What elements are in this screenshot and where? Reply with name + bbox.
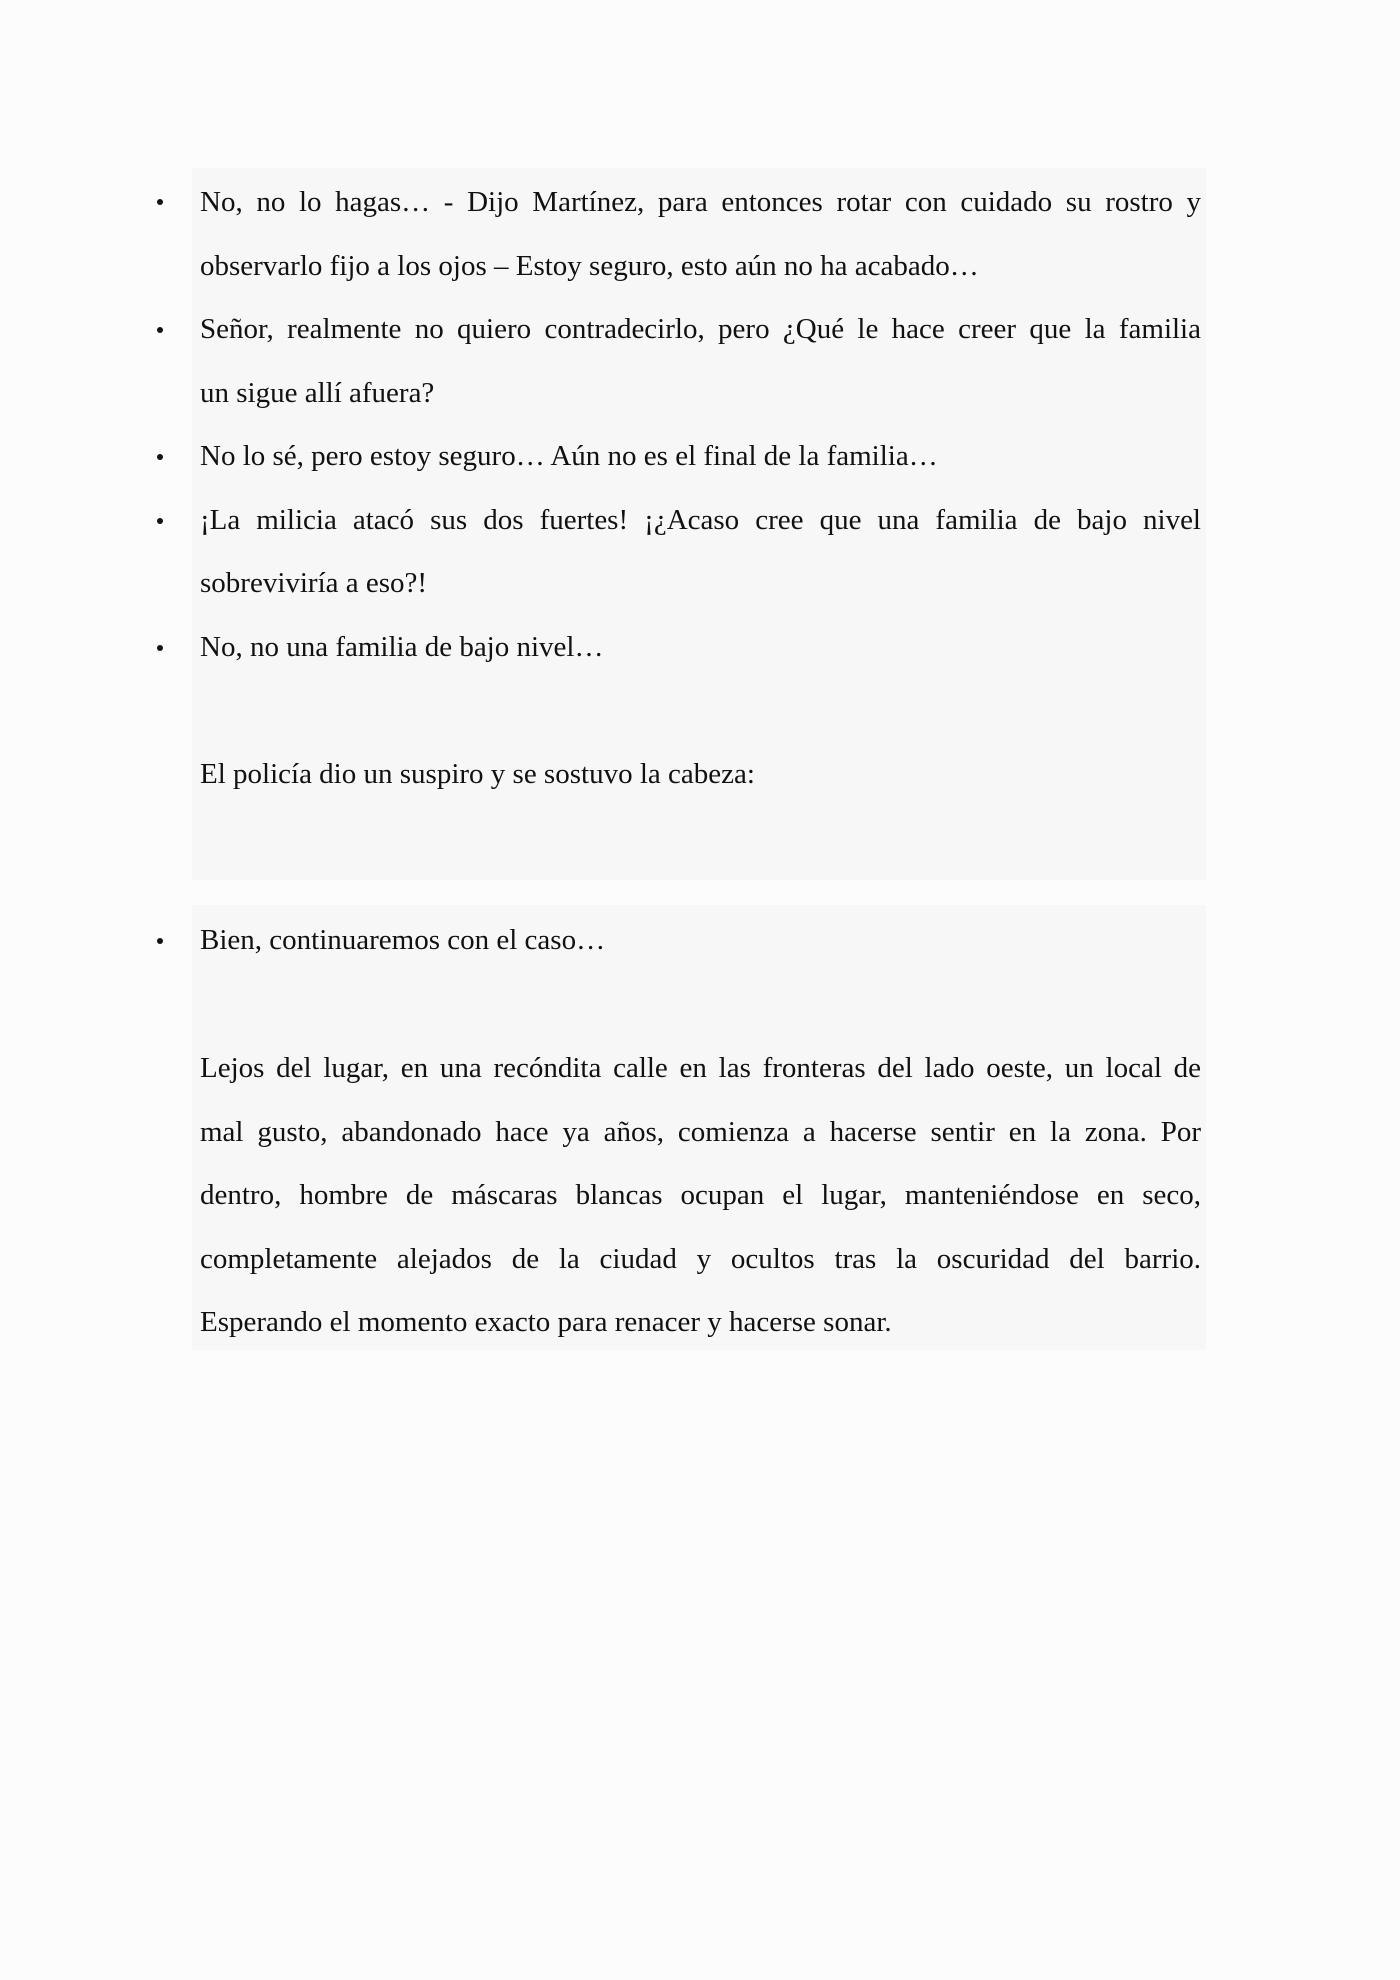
bullet-marker [154, 324, 166, 336]
narration-paragraph: El policía dio un suspiro y se sostuvo la cabeza: [200, 758, 755, 790]
bullet-marker [154, 642, 166, 654]
dialogue-line: sobreviviría a eso?! [200, 567, 428, 599]
bullet-marker [154, 515, 166, 527]
dialogue-line: No, no una familia de bajo nivel… [200, 631, 604, 663]
narration-line: mal gusto, abandonado hace ya años, comienza a hacerse sentir en la zona. Por [200, 1116, 1201, 1148]
dialogue-line: Señor, realmente no quiero contradecirlo, pero ¿Qué le hace creer que la familia [200, 313, 1201, 345]
dialogue-line: Bien, continuaremos con el caso… [200, 924, 606, 956]
narration-line: completamente alejados de la ciudad y ocultos tras la oscuridad del barrio. [200, 1243, 1201, 1275]
narration-line: dentro, hombre de máscaras blancas ocupan el lugar, manteniéndose en seco, [200, 1179, 1201, 1211]
dialogue-line: ¡La milicia atacó sus dos fuertes! ¡¿Acaso cree que una familia de bajo nivel [200, 504, 1201, 536]
dialogue-line: observarlo fijo a los ojos – Estoy seguro, esto aún no ha acabado… [200, 250, 979, 282]
dialogue-line: un sigue allí afuera? [200, 377, 435, 409]
narration-line: Esperando el momento exacto para renacer y hacerse sonar. [200, 1306, 892, 1338]
bullet-marker [154, 935, 166, 947]
dialogue-line: No, no lo hagas… - Dijo Martínez, para entonces rotar con cuidado su rostro y [200, 186, 1201, 218]
bullet-marker [154, 451, 166, 463]
dialogue-line: No lo sé, pero estoy seguro… Aún no es el final de la familia… [200, 440, 938, 472]
narration-line: Lejos del lugar, en una recóndita calle en las fronteras del lado oeste, un local de [200, 1052, 1201, 1084]
bullet-marker [154, 196, 166, 208]
